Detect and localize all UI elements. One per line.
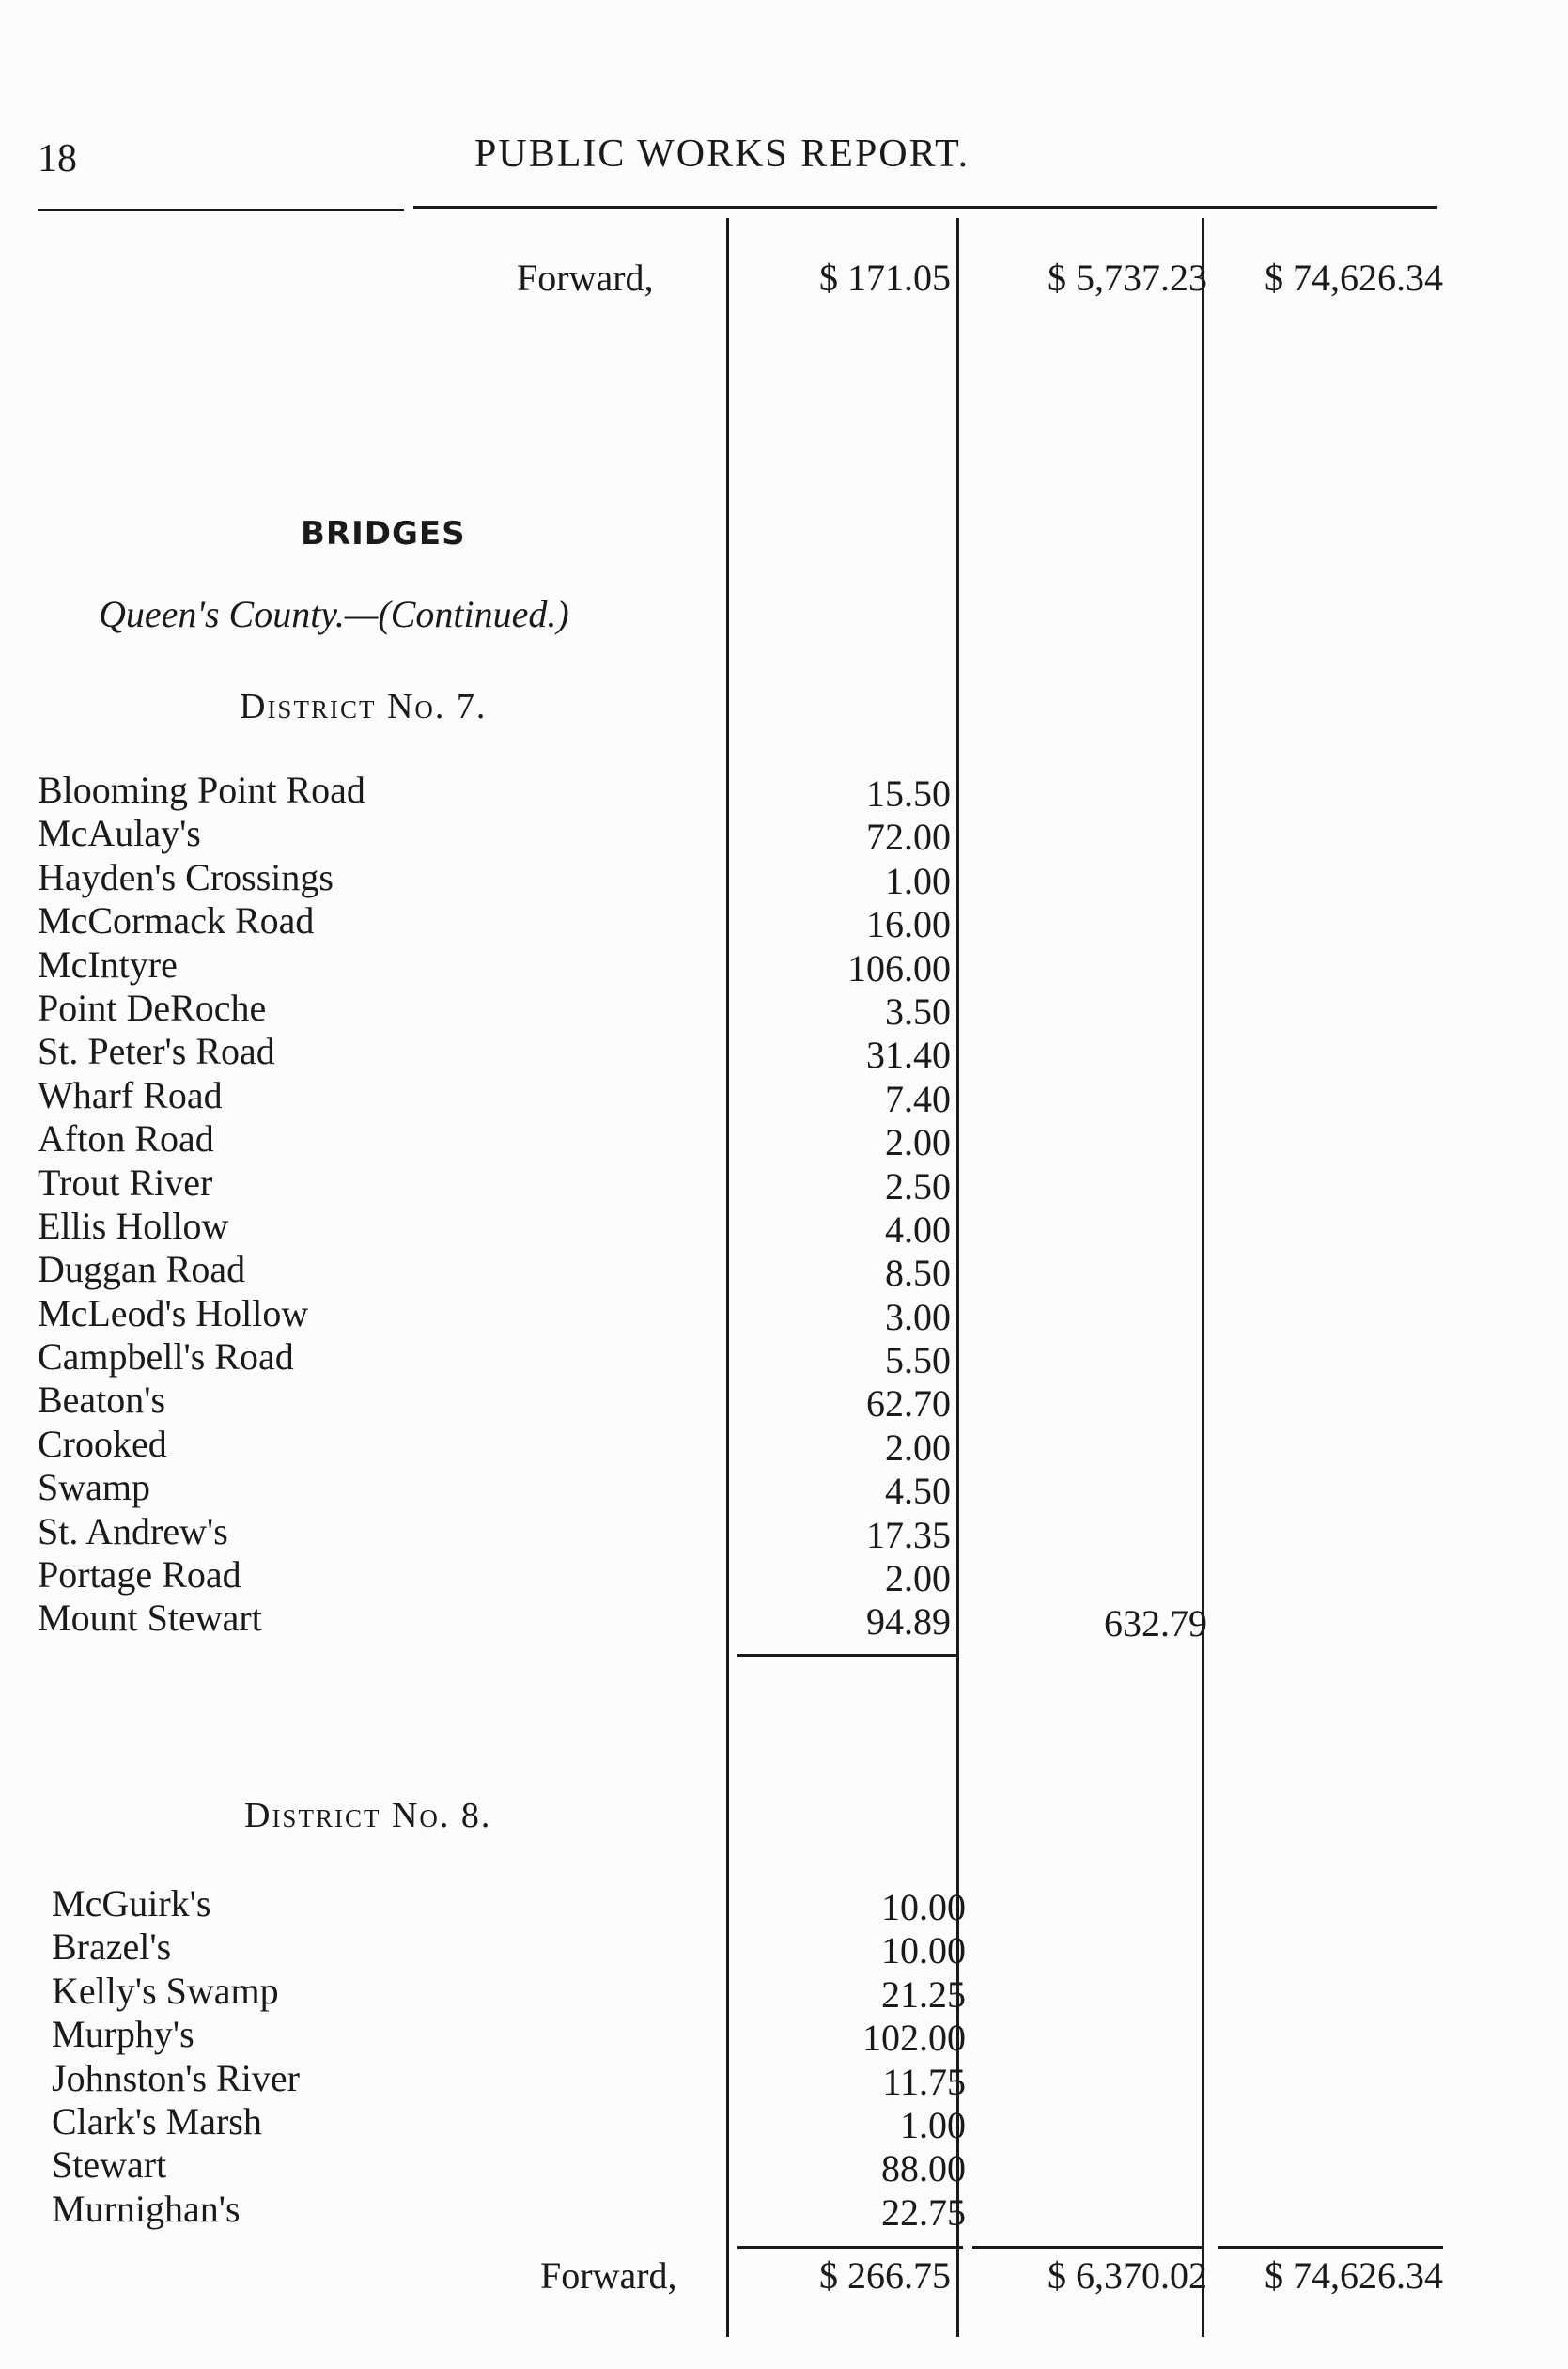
forward-top-col1: $ 171.05 [819, 257, 951, 299]
list-item: Crooked [38, 1422, 167, 1465]
header-rule-left [38, 209, 404, 211]
list-item: St. Peter's Road [38, 1030, 275, 1073]
forward-rule-col3 [1218, 2246, 1443, 2249]
forward-top-col2: $ 5,737.23 [1048, 257, 1207, 299]
amount-cell: 10.00 [881, 1929, 966, 1972]
amount-cell: 21.25 [881, 1972, 966, 2016]
amount-cell: 16.00 [866, 903, 951, 946]
list-item: McGuirk's [52, 1882, 211, 1925]
list-item: Mount Stewart [38, 1597, 262, 1640]
list-item: Murphy's [52, 2013, 194, 2056]
list-item: St. Andrew's [38, 1509, 228, 1552]
amount-cell: 7.40 [885, 1077, 951, 1120]
amount-cell: 4.50 [885, 1470, 951, 1513]
district-7-total-rule [737, 1654, 958, 1657]
section-heading: BRIDGES [301, 515, 466, 553]
amount-cell: 15.50 [866, 772, 951, 815]
district-7-amount-list [742, 772, 951, 1644]
list-item: Swamp [38, 1466, 150, 1509]
list-item: Stewart [52, 2143, 167, 2187]
amount-cell: 72.00 [866, 816, 951, 859]
list-item: Afton Road [38, 1117, 214, 1161]
county-heading: Queen's County.—(Continued.) [99, 593, 569, 635]
header-rule-right [413, 206, 1437, 209]
list-item: Hayden's Crossings [38, 855, 334, 898]
column-rule-1 [726, 218, 729, 2337]
district-8-amount-list [742, 1886, 966, 2235]
district-7-subtotal: 632.79 [1104, 1602, 1207, 1644]
amount-cell: 11.75 [882, 2060, 966, 2103]
list-item: McCormack Road [38, 899, 315, 943]
amount-cell: 10.00 [881, 1886, 966, 1928]
district-7-item-list [38, 769, 365, 1641]
forward-rule-col2 [972, 2246, 1203, 2249]
page-number: 18 [38, 137, 77, 180]
amount-cell: 2.00 [885, 1557, 951, 1600]
amount-cell: 88.00 [881, 2147, 966, 2190]
forward-label-top: Forward, [517, 257, 654, 299]
list-item: Wharf Road [38, 1073, 223, 1116]
list-item: Johnston's River [52, 2056, 300, 2099]
district-7-heading: District No. 7. [240, 687, 488, 726]
amount-cell: 2.50 [885, 1164, 951, 1208]
amount-cell: 102.00 [862, 2017, 966, 2060]
amount-cell: 17.35 [866, 1513, 951, 1556]
list-item: Ellis Hollow [38, 1204, 229, 1247]
list-item: Brazel's [52, 1925, 172, 1969]
amount-cell: 94.89 [866, 1600, 951, 1644]
list-item: McLeod's Hollow [38, 1291, 309, 1334]
list-item: Trout River [38, 1161, 213, 1204]
list-item: Murnighan's [52, 2187, 241, 2230]
amount-cell: 3.50 [885, 990, 951, 1033]
amount-cell: 106.00 [847, 946, 951, 990]
list-item: McIntyre [38, 943, 178, 986]
district-8-item-list [52, 1882, 300, 2231]
amount-cell: 31.40 [866, 1034, 951, 1077]
amount-cell: 62.70 [866, 1382, 951, 1426]
amount-cell: 1.00 [885, 859, 951, 902]
list-item: Clark's Marsh [52, 2099, 262, 2143]
list-item: Blooming Point Road [38, 769, 365, 811]
amount-cell: 4.00 [885, 1208, 951, 1251]
list-item: Duggan Road [38, 1248, 246, 1291]
forward-bottom-col3: $ 74,626.34 [1265, 2254, 1443, 2297]
list-item: Kelly's Swamp [52, 1969, 279, 2012]
forward-label-bottom: Forward, [540, 2254, 677, 2297]
forward-top-col3: $ 74,626.34 [1265, 257, 1443, 299]
list-item: Portage Road [38, 1553, 241, 1597]
list-item: McAulay's [38, 812, 201, 855]
forward-rule-col1 [737, 2246, 963, 2249]
amount-cell: 1.00 [900, 2103, 966, 2146]
forward-bottom-col1: $ 266.75 [819, 2254, 951, 2297]
forward-bottom-col2: $ 6,370.02 [1048, 2254, 1207, 2297]
amount-cell: 22.75 [881, 2190, 966, 2234]
list-item: Point DeRoche [38, 986, 267, 1029]
amount-cell: 2.00 [885, 1121, 951, 1164]
list-item: Beaton's [38, 1379, 166, 1422]
list-item: Campbell's Road [38, 1335, 294, 1379]
page-title: PUBLIC WORKS REPORT. [474, 132, 970, 176]
column-rule-3 [1202, 218, 1204, 2337]
amount-cell: 8.50 [885, 1252, 951, 1295]
amount-cell: 2.00 [885, 1426, 951, 1469]
amount-cell: 3.00 [885, 1295, 951, 1338]
district-8-heading: District No. 8. [244, 1796, 492, 1835]
amount-cell: 5.50 [885, 1339, 951, 1382]
